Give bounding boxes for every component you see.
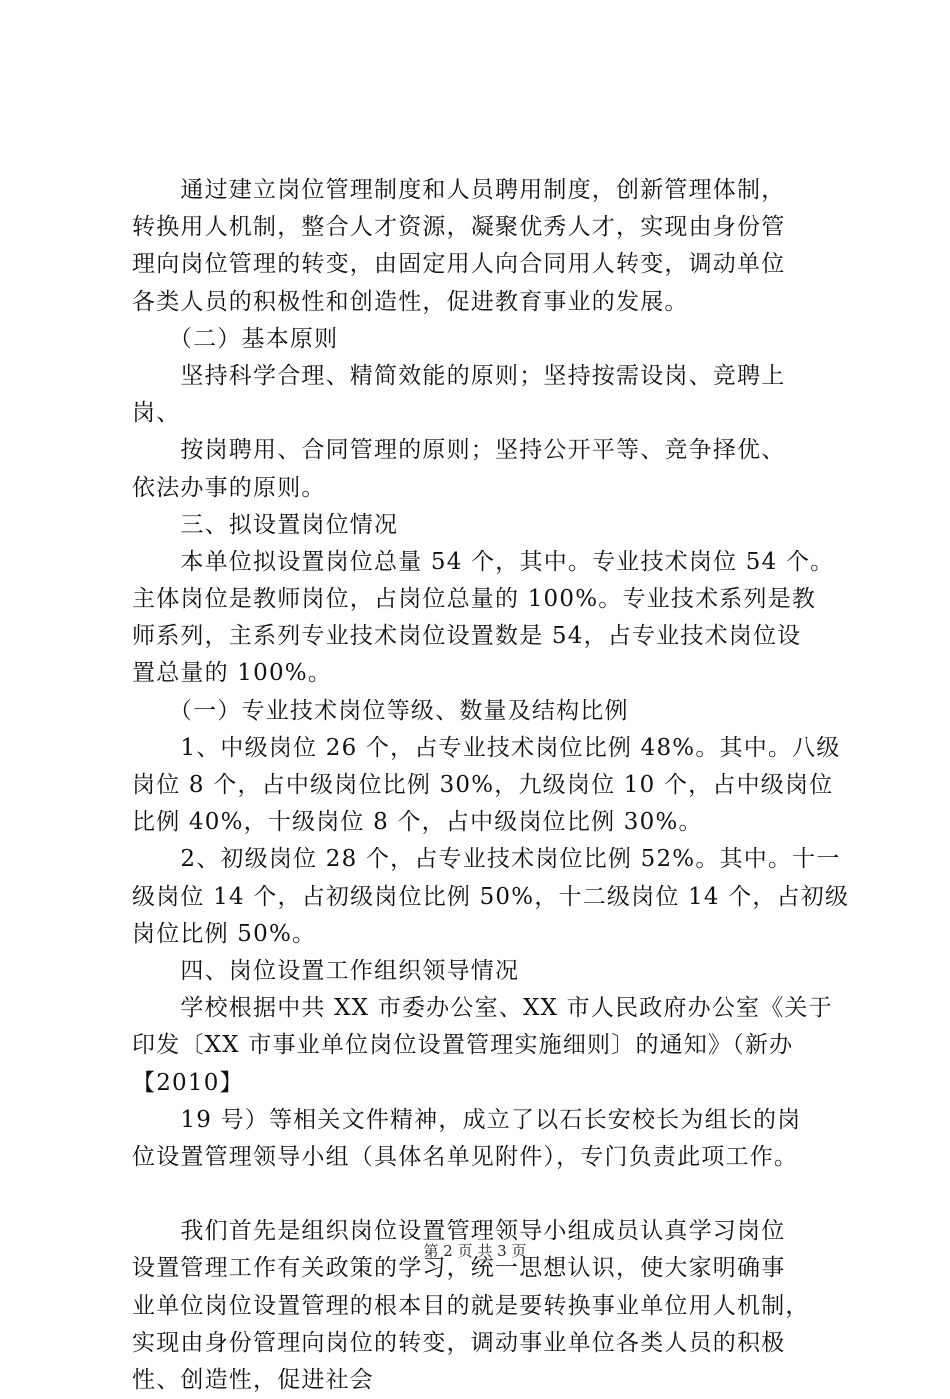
paragraph-line: 1、中级岗位 26 个，占专业技术岗位比例 48%。其中。八级 [132, 734, 841, 761]
paragraph-line: 本单位拟设置岗位总量 54 个，其中。专业技术岗位 54 个。 [132, 548, 835, 575]
paragraph-line: 转换用人机制，整合人才资源，凝聚优秀人才，实现由身份管 [132, 214, 786, 241]
paragraph-line: 学校根据中共 XX 市委办公室、XX 市人民政府办公室《关于 [132, 995, 833, 1022]
paragraph-line: 位设置管理领导小组（具体名单见附件），专门负责此项工作。 [132, 1143, 799, 1170]
paragraph-line: 按岗聘用、合同管理的原则；坚持公开平等、竞争择优、 [132, 437, 786, 464]
paragraph-line: 我们首先是组织岗位设置管理领导小组成员认真学习岗位 [132, 1218, 786, 1245]
document-body [132, 172, 850, 1399]
paragraph-line: 【2010】 [132, 1069, 244, 1096]
paragraph-line: 比例 40%，十级岗位 8 个，占中级岗位比例 30%。 [132, 809, 703, 836]
paragraph-line: 2、初级岗位 28 个，占专业技术岗位比例 52%。其中。十一 [132, 846, 841, 873]
paragraph-line: 置总量的 100%。 [132, 660, 333, 687]
section-heading: （二）基本原则 [132, 325, 339, 352]
page-number-footer: 第 2 页 共 3 页 [423, 1242, 527, 1260]
paragraph-line: 岗、 [132, 400, 181, 427]
paragraph-line: 19 号）等相关文件精神，成立了以石长安校长为组长的岗 [132, 1106, 802, 1133]
paragraph-line: 理向岗位管理的转变，由固定用人向合同用人转变，调动单位 [132, 251, 786, 278]
paragraph-line: 岗位比例 50%。 [132, 920, 317, 947]
paragraph-line: 主体岗位是教师岗位，占岗位总量的 100%。专业技术系列是教 [132, 586, 817, 613]
paragraph-line: 业单位岗位设置管理的根本目的就是要转换事业单位用人机制， [132, 1292, 810, 1319]
paragraph-line: 实现由身份管理向岗位的转变，调动事业单位各类人员的积极 [132, 1329, 786, 1356]
section-heading: 四、岗位设置工作组织领导情况 [132, 957, 520, 984]
paragraph-line: 岗位 8 个，占中级岗位比例 30%，九级岗位 10 个，占中级岗位 [132, 772, 834, 798]
paragraph-line: 坚持科学合理、精简效能的原则；坚持按需设岗、竞聘上 [132, 362, 786, 389]
section-heading: 三、拟设置岗位情况 [132, 511, 399, 538]
paragraph-line: 设置管理工作有关政策的学习，统一思想认识，使大家明确事 [132, 1255, 786, 1282]
paragraph-line: 各类人员的积极性和创造性，促进教育事业的发展。 [132, 288, 689, 315]
paragraph-line: 师系列，主系列专业技术岗位设置数是 54，占专业技术岗位设 [132, 623, 802, 650]
paragraph-gap [132, 1176, 850, 1213]
paragraph-line: 印发〔XX 市事业单位岗位设置管理实施细则〕的通知》（新办 [132, 1032, 794, 1059]
paragraph-line: 性、创造性，促进社会 [132, 1367, 374, 1393]
paragraph-line: 通过建立岗位管理制度和人员聘用制度，创新管理体制， [132, 177, 786, 203]
section-heading: （一）专业技术岗位等级、数量及结构比例 [132, 697, 629, 724]
paragraph-line: 级岗位 14 个，占初级岗位比例 50%，十二级岗位 14 个，占初级 [132, 883, 850, 910]
paragraph-line: 依法办事的原则。 [132, 474, 326, 501]
